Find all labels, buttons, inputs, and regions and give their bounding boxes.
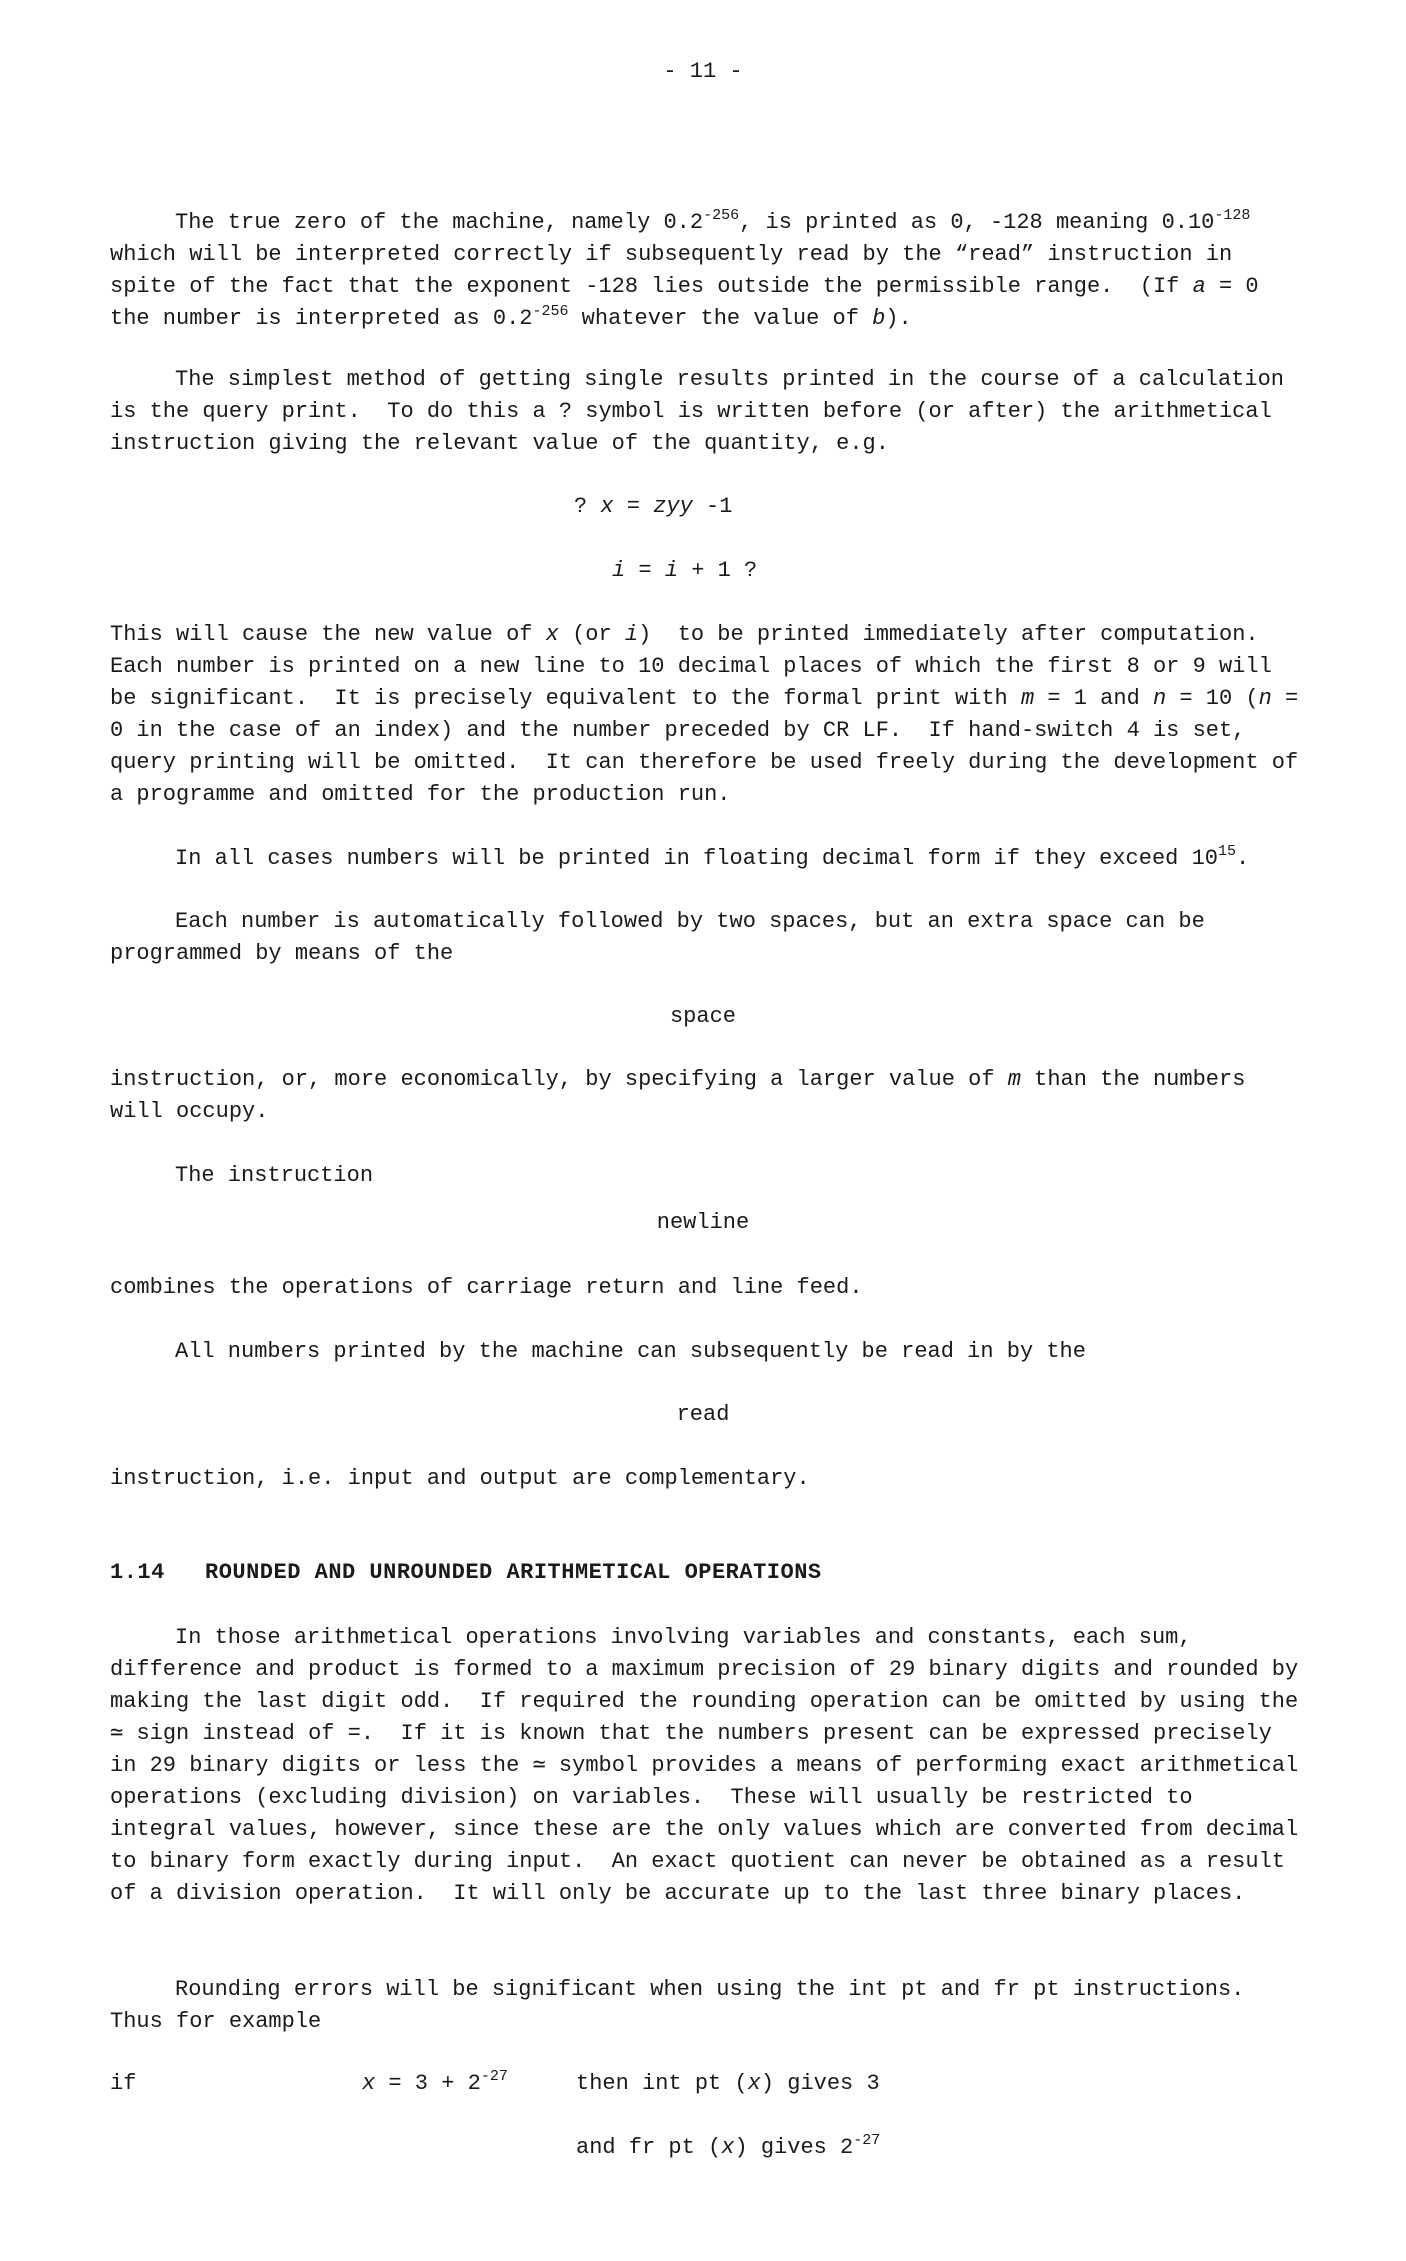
keyword-space: space bbox=[669, 1004, 736, 1029]
section-heading bbox=[110, 1557, 822, 1589]
paragraph-query-effect: This will cause the new value of x (or i) to be printed immediately after computation. Each number is printed on a new line to 10 decimal places of which the first 8 or 9 will be significant. It is precisely equivalent to the formal print with m = 1 and n = 10 (n = 0 in the case of an index) and the number preceded by CR LF. If hand-switch 4 is set, query printing will be omitted. It can therefore be used freely during the development of a programme and omitted for the production run. bbox=[110, 622, 1312, 807]
paragraph-newline-desc: combines the operations of carriage return and line feed. bbox=[110, 1275, 863, 1300]
example-fr-pt: and fr pt (x) gives $2^{-27}$ bbox=[576, 2132, 881, 2160]
paragraph-query-print: The simplest method of getting single results printed in the course of a calculation is the query print. To do this a ? symbol is written before (or after) the arithmetical instruction giving the relevant value of the quantity, e.g. bbox=[110, 367, 1298, 456]
paragraph-read-in: All numbers printed by the machine can subsequently be read in by the bbox=[175, 1339, 1086, 1364]
example-if: if bbox=[110, 2071, 137, 2096]
paragraph-space-instruction: instruction, or, more economically, by specifying a larger value of m than the numbers will occupy. bbox=[110, 1067, 1259, 1124]
keyword-newline: newline bbox=[656, 1210, 750, 1235]
section-number: 1.14 bbox=[110, 1560, 165, 1585]
paragraph-extra-space: Each number is automatically followed by two spaces, but an extra space can be programmed by means of the bbox=[110, 909, 1218, 966]
example-query-line-1: ? x = zyy -1 bbox=[574, 494, 733, 519]
paragraph-rounding-errors: Rounding errors will be significant when using the int pt and fr pt instructions. Thus for example bbox=[110, 1977, 1258, 2034]
paragraph-rounding: In those arithmetical operations involving variables and constants, each sum, difference and product is formed to a maximum precision of 29 binary digits and rounded by making the last digit odd. If required the rounding operation can be omitted by using the ≃ sign instead of =. If it is known that the numbers present can be expressed precisely in 29 binary digits or less the ≃ symbol provides a means of performing exact arithmetical operations (excluding division) on variables. These will usually be restricted to integral values, however, since these are the only values which are converted from decimal to binary form exactly during input. An exact quotient can never be obtained as a result of a division operation. It will only be accurate up to the last three binary places. bbox=[110, 1625, 1312, 1906]
paragraph-true-zero: The true zero of the machine, namely $0.2^{-256}$, is printed as 0, -128 meaning $0.10^{-128}$ which will be interpreted correctly if subsequently read by the “read” instruction in spite of the fact that the exponent -128 lies outside the permissible range. (If a = 0 the number is interpreted as $0.2^{-256}$ whatever the value of b). bbox=[110, 207, 1272, 331]
paragraph-complementary: instruction, i.e. input and output are complementary. bbox=[110, 1466, 810, 1491]
example-query-line-2: i = i + 1 ? bbox=[612, 558, 758, 583]
section-title: ROUNDED AND UNROUNDED ARITHMETICAL OPERATIONS bbox=[205, 1560, 822, 1585]
page-number: - 11 - bbox=[663, 59, 743, 84]
paragraph-the-instruction: The instruction bbox=[175, 1163, 374, 1188]
keyword-read: read bbox=[676, 1402, 730, 1427]
example-int-pt: then int pt (x) gives 3 bbox=[576, 2071, 880, 2096]
example-x-definition: $x = 3 + 2^{-27}$ bbox=[362, 2068, 508, 2096]
paragraph-floating-form: In all cases numbers will be printed in floating decimal form if they exceed $10^{15}$. bbox=[175, 843, 1250, 871]
